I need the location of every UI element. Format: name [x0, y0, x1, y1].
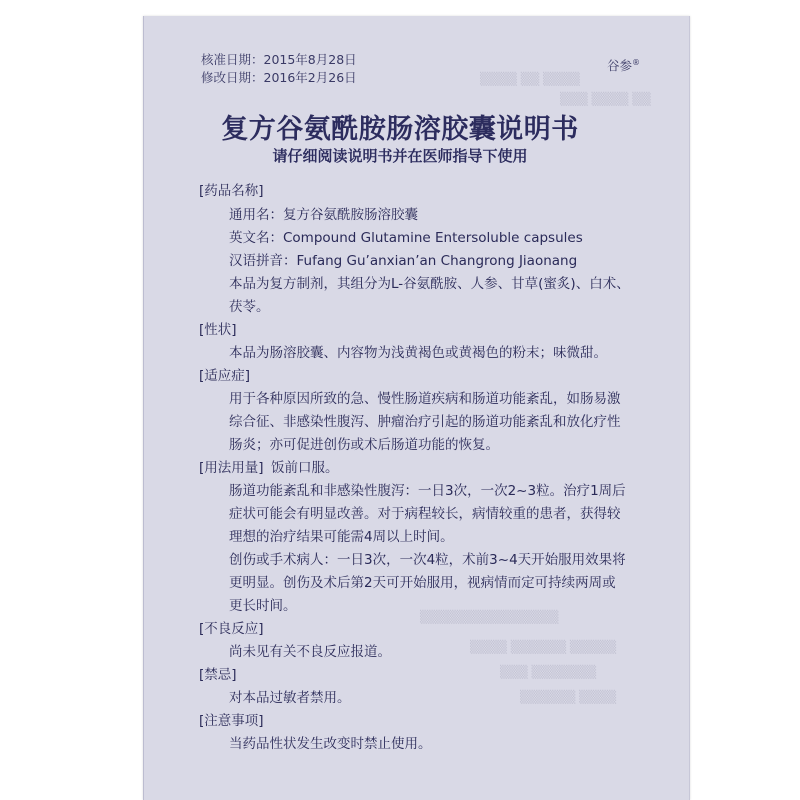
- composition-line: 茯苓。: [229, 299, 270, 315]
- dosage-line: 创伤或手术病人：一日3次，一次4粒，术前3~4天开始服用效果将: [229, 552, 626, 568]
- dosage-note: 饭前口服。: [271, 460, 339, 476]
- dosage-line: 症状可能会有明显改善。对于病程较长，病情较重的患者，获得较: [229, 506, 621, 522]
- section-heading-indications: [适应症]: [199, 368, 251, 384]
- dosage-line: 理想的治疗结果可能需4周以上时间。: [229, 529, 454, 545]
- dosage-line: 更长时间。: [229, 598, 297, 614]
- generic-name: 通用名：复方谷氨酰胺肠溶胶囊: [229, 207, 418, 223]
- english-name: 英文名：Compound Glutamine Entersoluble capsules: [229, 230, 583, 246]
- dosage-line: 肠道功能紊乱和非感染性腹泻：一日3次，一次2~3粒。治疗1周后: [229, 483, 626, 499]
- section-heading-properties: [性状]: [199, 322, 237, 338]
- properties-text: 本品为肠溶胶囊、内容物为浅黄褐色或黄褐色的粉末；味微甜。: [229, 345, 607, 361]
- registered-mark: ®: [632, 57, 641, 67]
- brand-name: 谷参: [607, 58, 633, 73]
- bleed-through-text: ▒▒▒ ▒▒▒▒▒▒▒: [500, 665, 597, 679]
- section-heading-name: [药品名称]: [199, 183, 264, 199]
- section-heading-adverse: [不良反应]: [199, 621, 264, 637]
- section-heading-contraindications: [禁忌]: [199, 667, 237, 683]
- indications-line: 用于各种原因所致的急、慢性肠道疾病和肠道功能紊乱，如肠易激: [229, 391, 621, 407]
- approval-date: 核准日期：2015年8月28日: [201, 52, 357, 67]
- bleed-through-text: ▒▒▒▒▒▒ ▒▒▒▒: [520, 690, 617, 704]
- brand-logo: [607, 56, 640, 74]
- composition-line: 本品为复方制剂，其组分为L-谷氨酰胺、人参、甘草(蜜炙)、白术、: [229, 276, 630, 292]
- precautions-text: 当药品性状发生改变时禁止使用。: [229, 736, 432, 752]
- indications-line: 肠炎；亦可促进创伤或术后肠道功能的恢复。: [229, 437, 499, 453]
- revision-date: 修改日期：2016年2月26日: [201, 70, 357, 85]
- bleed-through-text: ▒▒▒▒ ▒▒ ▒▒▒▒: [480, 72, 580, 86]
- adverse-text: 尚未见有关不良反应报道。: [229, 644, 391, 660]
- bleed-through-text: ▒▒▒▒▒▒▒▒▒▒▒▒▒▒▒: [420, 610, 559, 624]
- pinyin-name: 汉语拼音：Fufang Gu’anxian’an Changrong Jiaonang: [229, 253, 578, 269]
- dosage-line: 更明显。创伤及术后第2天可开始服用，视病情而定可持续两周或: [229, 575, 616, 591]
- document-subtitle: 请仔细阅读说明书并在医师指导下使用: [272, 147, 528, 165]
- contraindications-text: 对本品过敏者禁用。: [229, 690, 351, 706]
- section-heading-precautions: [注意事项]: [199, 713, 264, 729]
- bleed-through-text: ▒▒▒▒ ▒▒▒▒▒▒ ▒▒▒▒▒: [470, 640, 617, 654]
- document-title: 复方谷氨酰胺肠溶胶囊说明书: [221, 114, 579, 145]
- indications-line: 综合征、非感染性腹泻、肿瘤治疗引起的肠道功能紊乱和放化疗性: [229, 414, 621, 430]
- bleed-through-text: ▒▒▒ ▒▒▒▒ ▒▒: [560, 92, 651, 106]
- section-heading-dosage: [用法用量]: [199, 460, 264, 476]
